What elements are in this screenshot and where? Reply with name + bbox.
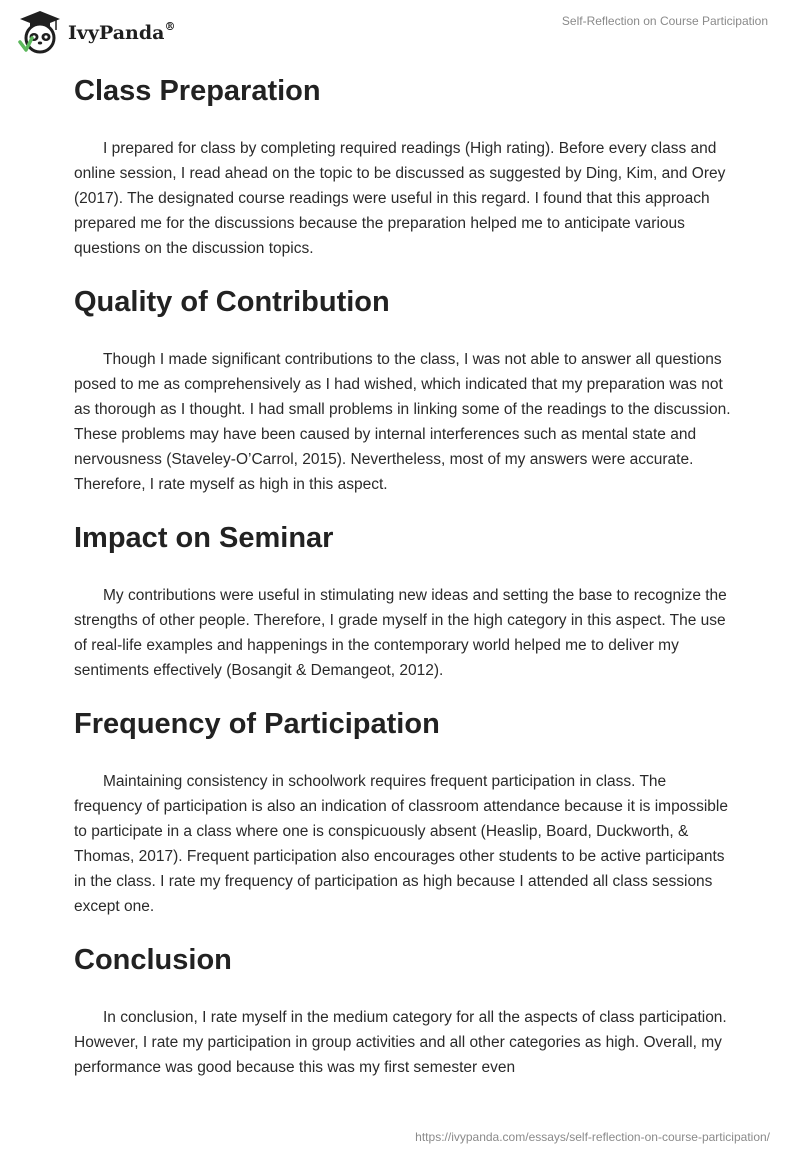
section-paragraph: Though I made significant contributions to the class, I was not able to answer all questions posed to me as comprehensively as I had wished, which indicated that my preparation was not as thorough as I thought. I had small problems in linking some of the readings to the discussion. These problems may have been caused by internal interferences such as mental state and nervousness (Staveley-O’Carrol, 2015). Nevertheless, most of my answers were accurate. Therefore, I rate myself as high in this aspect. [74,351,731,493]
section-paragraph: In conclusion, I rate myself in the medium category for all the aspects of class participation. However, I rate my participation in group activities and all other categories as high. Overall, my performance was good because this was my first semester even [74,1009,727,1076]
section-heading: Quality of Contribution [74,286,390,318]
section-paragraph: Maintaining consistency in schoolwork requires frequent participation in class. The frequency of participation is also an indication of classroom attendance because it is impossible to participate in a class where one is conspicuously absent (Heaslip, Board, Duckworth, & Thomas, 2017). Frequent participation also encourages other students to be active participants in the class. I rate my frequency of participation as high because I attended all class sessions except one. [74,773,728,915]
section-heading: Impact on Seminar [74,522,334,554]
section-heading: Frequency of Participation [74,708,440,740]
section-paragraph: I prepared for class by completing required readings (High rating). Before every class and online session, I read ahead on the topic to be discussed as suggested by Ding, Kim, and Orey (2017). The designated course readings were useful in this regard. I found that this approach prepared me for the discussions because the preparation helped me to anticipate various questions on the discussion topics. [74,140,726,257]
source-url-link[interactable]: https://ivypanda.com/essays/self-reflection-on-course-participation/ [415,1130,770,1144]
panda-logo-icon [16,8,64,56]
document-body [74,72,734,1080]
section-heading: Class Preparation [74,75,321,107]
section-heading: Conclusion [74,944,232,976]
page-header [0,0,800,60]
brand-name: IvyPanda® [68,20,176,44]
brand-logo[interactable] [16,8,175,56]
section-impact-on-seminar [74,519,734,683]
section-conclusion [74,941,734,1080]
document-title: Self-Reflection on Course Participation [561,14,768,28]
section-frequency-of-participation [74,705,734,919]
section-quality-of-contribution [74,283,734,497]
section-paragraph: My contributions were useful in stimulating new ideas and setting the base to recognize the strengths of other people. Therefore, I grade myself in the high category in this aspect. The use of real-life examples and happenings in the contemporary world helped me to deliver my sentiments effectively (Bosangit & Demangeot, 2012). [74,587,727,679]
section-class-preparation [74,72,734,261]
